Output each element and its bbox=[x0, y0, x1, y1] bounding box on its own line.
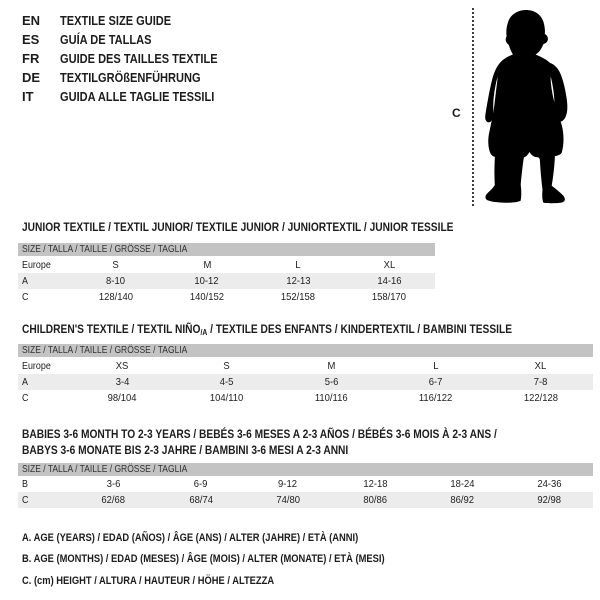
language-row-it bbox=[22, 87, 245, 106]
table-row-height bbox=[18, 492, 593, 508]
value-cell: 14-16 bbox=[377, 275, 402, 287]
value-cell: 7-8 bbox=[533, 376, 548, 388]
language-title: GUIDA ALLE TAGLIE TESSILI bbox=[60, 89, 215, 104]
col-header-cell: L bbox=[295, 258, 301, 271]
columns-header-row bbox=[18, 357, 593, 374]
col-header-cell: XL bbox=[534, 359, 547, 372]
size-header-bar: SIZE / TALLA / TAILLE / GRÖSSE / TAGLIA bbox=[18, 243, 435, 256]
value-cell: 3-4 bbox=[115, 376, 130, 388]
value-cell: 18-24 bbox=[450, 478, 475, 490]
col-header-cell: S bbox=[223, 359, 231, 372]
title-subscript: /A bbox=[200, 328, 208, 337]
region-label: Europe bbox=[22, 258, 51, 271]
junior-section-title: JUNIOR TEXTILE / TEXTIL JUNIOR/ TEXTILE JUNIOR / JUNIORTEXTIL / JUNIOR TESSILE bbox=[22, 220, 454, 234]
children-size-table bbox=[18, 344, 593, 406]
language-row-fr bbox=[22, 49, 245, 68]
size-header-bar: SIZE / TALLA / TAILLE / GRÖSSE / TAGLIA bbox=[18, 344, 593, 357]
legend-notes bbox=[22, 527, 449, 592]
col-header-cell: M bbox=[327, 359, 336, 372]
language-code: EN bbox=[22, 13, 41, 28]
value-cell: 140/152 bbox=[189, 291, 224, 303]
value-cell: 74/80 bbox=[276, 494, 300, 506]
language-title: TEXTILE SIZE GUIDE bbox=[60, 13, 172, 28]
language-code: DE bbox=[22, 70, 41, 85]
row-label: C bbox=[22, 291, 29, 303]
value-cell: 92/98 bbox=[537, 494, 562, 506]
value-cell: 3-6 bbox=[106, 478, 121, 490]
col-header-cell: S bbox=[112, 258, 119, 271]
columns-header-row bbox=[18, 256, 435, 273]
value-cell: 98/104 bbox=[107, 392, 137, 404]
value-cell: 62/68 bbox=[101, 494, 126, 506]
children-section-title: CHILDREN'S TEXTILE / TEXTIL $NIÑO_{/A}$ / TEXTILE DES ENFANTS / KINDERTEXTIL / BAMBINI TESSILE bbox=[22, 322, 512, 337]
note-height-cm: C. (cm) HEIGHT / ALTURA / HAUTEUR / HÖHE / ALTEZZA bbox=[22, 574, 275, 587]
language-row-es bbox=[22, 30, 245, 49]
region-label: Europe bbox=[22, 359, 51, 372]
value-cell: 128/140 bbox=[98, 291, 133, 303]
language-row-en bbox=[22, 11, 245, 30]
value-cell: 6-7 bbox=[429, 376, 443, 388]
value-cell: 4-5 bbox=[220, 376, 234, 388]
value-cell: 9-12 bbox=[278, 478, 298, 490]
language-row-de bbox=[22, 68, 245, 87]
babies-title-line1: BABIES 3-6 MONTH TO 2-3 YEARS / BEBÉS 3-6 MESES A 2-3 AÑOS / BÉBÉS 3-6 MOIS À 2-3 ANS / bbox=[22, 427, 497, 441]
junior-size-table bbox=[18, 243, 435, 305]
babies-title-line2: BABYS 3-6 MONATE BIS 2-3 JAHRE / BAMBINI 3-6 MESI A 2-3 ANNI bbox=[22, 443, 349, 457]
col-header-cell: XL bbox=[383, 258, 396, 271]
language-title: GUIDE DES TAILLES TEXTILE bbox=[60, 51, 218, 66]
value-cell: 8-10 bbox=[106, 275, 126, 287]
col-header-cell: XS bbox=[115, 359, 129, 372]
value-cell: 5-6 bbox=[324, 376, 339, 388]
height-measure-dotted-line bbox=[472, 8, 474, 206]
value-cell: 12-13 bbox=[286, 275, 311, 287]
row-label: B bbox=[22, 478, 28, 490]
value-cell: 80/86 bbox=[363, 494, 387, 506]
row-label: C bbox=[22, 494, 29, 506]
language-code: ES bbox=[22, 32, 40, 47]
value-cell: 104/110 bbox=[210, 392, 244, 404]
table-row-age bbox=[18, 273, 435, 289]
row-label: A bbox=[22, 376, 28, 388]
value-cell: 68/74 bbox=[188, 494, 213, 506]
baby-silhouette-icon bbox=[483, 5, 583, 205]
height-measure-label: C bbox=[452, 106, 461, 120]
table-row-age-months bbox=[18, 476, 593, 492]
col-header-cell: L bbox=[433, 359, 439, 372]
language-code: IT bbox=[22, 89, 34, 104]
col-header-cell: M bbox=[202, 258, 211, 271]
row-label: A bbox=[22, 275, 28, 287]
value-cell: 122/128 bbox=[523, 392, 558, 404]
language-code: FR bbox=[22, 51, 40, 66]
value-cell: 24-36 bbox=[537, 478, 562, 490]
row-label: C bbox=[22, 392, 29, 404]
value-cell: 116/122 bbox=[419, 392, 453, 404]
size-header-bar: SIZE / TALLA / TAILLE / GRÖSSE / TAGLIA bbox=[18, 463, 593, 476]
value-cell: 86/92 bbox=[450, 494, 475, 506]
babies-section-title bbox=[22, 426, 581, 458]
language-title: GUÍA DE TALLAS bbox=[60, 32, 152, 47]
value-cell: 12-18 bbox=[363, 478, 388, 490]
value-cell: 152/158 bbox=[281, 291, 316, 303]
table-row-height bbox=[18, 289, 435, 305]
value-cell: 158/170 bbox=[372, 291, 407, 303]
language-title: TEXTILGRÖßENFÜHRUNG bbox=[60, 70, 201, 85]
table-row-age bbox=[18, 374, 593, 390]
babies-size-table bbox=[18, 463, 593, 508]
note-age-years: A. AGE (YEARS) / EDAD (AÑOS) / ÂGE (ANS) / ALTER (JAHRE) / ETÀ (ANNI) bbox=[22, 531, 359, 544]
table-row-height bbox=[18, 390, 593, 406]
language-legend bbox=[22, 11, 245, 106]
note-age-months: B. AGE (MONTHS) / EDAD (MESES) / ÂGE (MOIS) / ALTER (MONATE) / ETÀ (MESI) bbox=[22, 553, 385, 566]
value-cell: 110/116 bbox=[315, 392, 348, 404]
value-cell: 10-12 bbox=[194, 275, 219, 287]
value-cell: 6-9 bbox=[193, 478, 208, 490]
